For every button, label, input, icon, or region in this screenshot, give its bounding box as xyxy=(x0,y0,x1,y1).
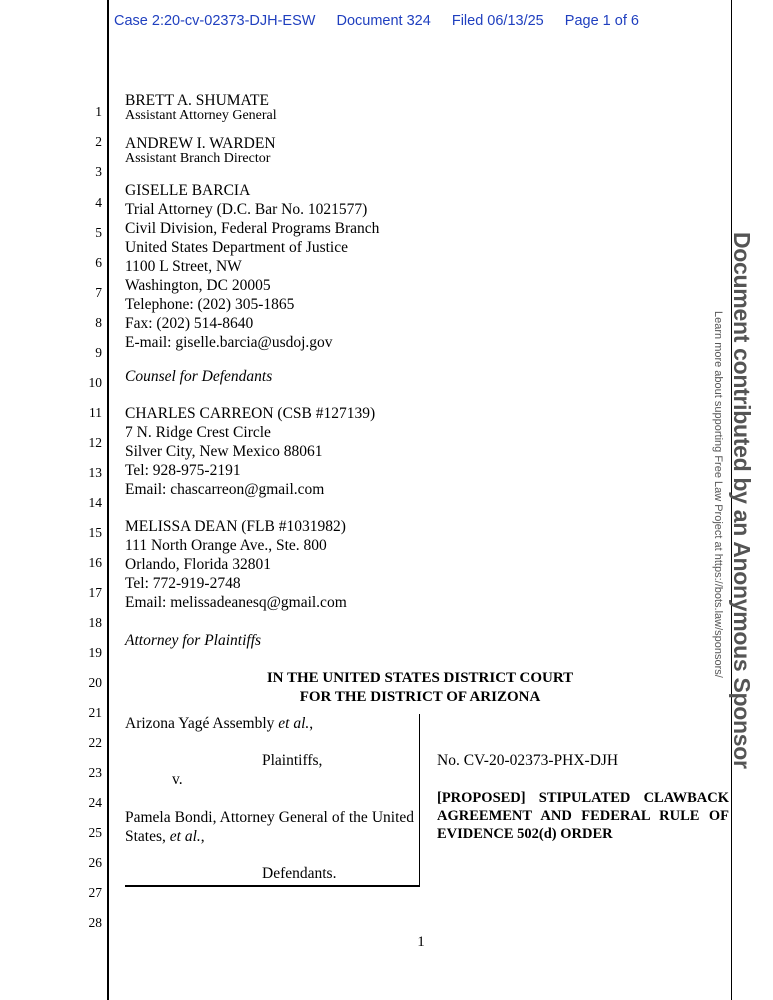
defendant-comma: , xyxy=(200,828,205,845)
address-line: 1100 L Street, NW xyxy=(125,258,242,275)
line-number: 25 xyxy=(88,825,102,840)
case-number: No. CV-20-02373-PHX-DJH xyxy=(437,752,619,769)
address-line: Washington, DC 20005 xyxy=(125,277,271,294)
attorney-name: ANDREW I. WARDEN xyxy=(125,135,276,152)
line-number: 21 xyxy=(88,705,102,720)
line-number: 27 xyxy=(88,885,102,900)
sponsor-watermark-title: Document contributed by an Anonymous Sponsor xyxy=(729,232,755,769)
document-title: [PROPOSED] STIPULATED CLAWBACK AGREEMENT AND FEDERAL RULE OF EVIDENCE 502(d) ORDER xyxy=(437,790,729,842)
header-case-number: Case 2:20-cv-02373-DJH-ESW xyxy=(114,13,316,29)
line-number: 7 xyxy=(95,285,102,300)
attorney-name: MELISSA DEAN (FLB #1031982) xyxy=(125,518,346,535)
plaintiff-comma: , xyxy=(309,715,314,732)
defendants-label: Defendants. xyxy=(262,865,337,882)
versus: v. xyxy=(172,771,183,788)
header-filed-date: Filed 06/13/25 xyxy=(451,13,544,29)
line-number: 15 xyxy=(88,525,102,540)
fax-line: Fax: (202) 514-8640 xyxy=(125,315,254,332)
defendant-etal: et al. xyxy=(169,828,201,845)
plaintiff-etal: et al. xyxy=(278,715,310,732)
email-line: Email: melissadeanesq@gmail.com xyxy=(125,594,347,611)
address-line: Trial Attorney (D.C. Bar No. 1021577) xyxy=(125,201,368,218)
line-number: 18 xyxy=(88,615,102,630)
line-number: 2 xyxy=(95,134,102,149)
telephone-line: Tel: 928-975-2191 xyxy=(125,462,241,479)
line-number: 19 xyxy=(88,645,102,660)
caption-vertical-rule xyxy=(419,714,420,886)
plaintiff-name xyxy=(125,715,313,733)
line-number: 9 xyxy=(95,345,102,360)
line-number: 6 xyxy=(95,255,102,270)
plaintiff-name-text: Arizona Yagé Assembly xyxy=(125,715,275,732)
line-number: 26 xyxy=(88,855,102,870)
attorney-name: CHARLES CARREON (CSB #127139) xyxy=(125,405,376,422)
line-number: 4 xyxy=(95,195,102,210)
address-line: 111 North Orange Ave., Ste. 800 xyxy=(125,537,327,554)
address-line: Civil Division, Federal Programs Branch xyxy=(125,220,380,237)
address-line: Silver City, New Mexico 88061 xyxy=(125,443,323,460)
attorney-title: Assistant Attorney General xyxy=(125,108,277,123)
line-number: 20 xyxy=(88,675,102,690)
defendant-name-text: Pamela Bondi, Attorney General of the United States, xyxy=(125,809,414,845)
line-number: 13 xyxy=(88,465,102,480)
sponsor-watermark-link[interactable]: Learn more about supporting Free Law Project at https://bots.law/sponsors/ xyxy=(712,311,724,678)
line-number: 5 xyxy=(95,225,102,240)
line-number: 28 xyxy=(88,915,102,930)
counsel-role: Counsel for Defendants xyxy=(125,368,273,385)
line-number: 3 xyxy=(95,164,102,179)
line-number: 16 xyxy=(88,555,102,570)
address-line: Orlando, Florida 32801 xyxy=(125,556,271,573)
line-number: 14 xyxy=(88,495,102,510)
attorney-name: GISELLE BARCIA xyxy=(125,182,251,199)
line-number: 10 xyxy=(88,375,102,390)
court-district: FOR THE DISTRICT OF ARIZONA xyxy=(299,689,541,705)
email-line: E-mail: giselle.barcia@usdoj.gov xyxy=(125,334,333,351)
filing-header xyxy=(114,13,656,29)
line-number: 17 xyxy=(88,585,102,600)
line-number: 23 xyxy=(88,765,102,780)
line-number: 12 xyxy=(88,435,102,450)
line-number: 22 xyxy=(88,735,102,750)
left-margin-rule xyxy=(107,0,109,1000)
address-line: United States Department of Justice xyxy=(125,239,348,256)
counsel-role: Attorney for Plaintiffs xyxy=(125,632,262,649)
address-line: 7 N. Ridge Crest Circle xyxy=(125,424,271,441)
header-document-number: Document 324 xyxy=(336,13,431,29)
caption-bottom-rule xyxy=(125,885,420,887)
line-number: 11 xyxy=(89,405,102,420)
line-number: 8 xyxy=(95,315,102,330)
line-number: 24 xyxy=(88,795,102,810)
header-page-count: Page 1 of 6 xyxy=(564,13,639,29)
attorney-name: BRETT A. SHUMATE xyxy=(125,92,269,109)
attorney-title: Assistant Branch Director xyxy=(125,151,271,166)
page-number: 1 xyxy=(417,934,425,950)
telephone-line: Tel: 772-919-2748 xyxy=(125,575,241,592)
court-name: IN THE UNITED STATES DISTRICT COURT xyxy=(266,670,574,686)
telephone-line: Telephone: (202) 305-1865 xyxy=(125,296,295,313)
line-number: 1 xyxy=(95,104,102,119)
plaintiffs-label: Plaintiffs, xyxy=(262,752,323,769)
email-line: Email: chascarreon@gmail.com xyxy=(125,481,325,498)
defendant-name xyxy=(125,808,414,846)
